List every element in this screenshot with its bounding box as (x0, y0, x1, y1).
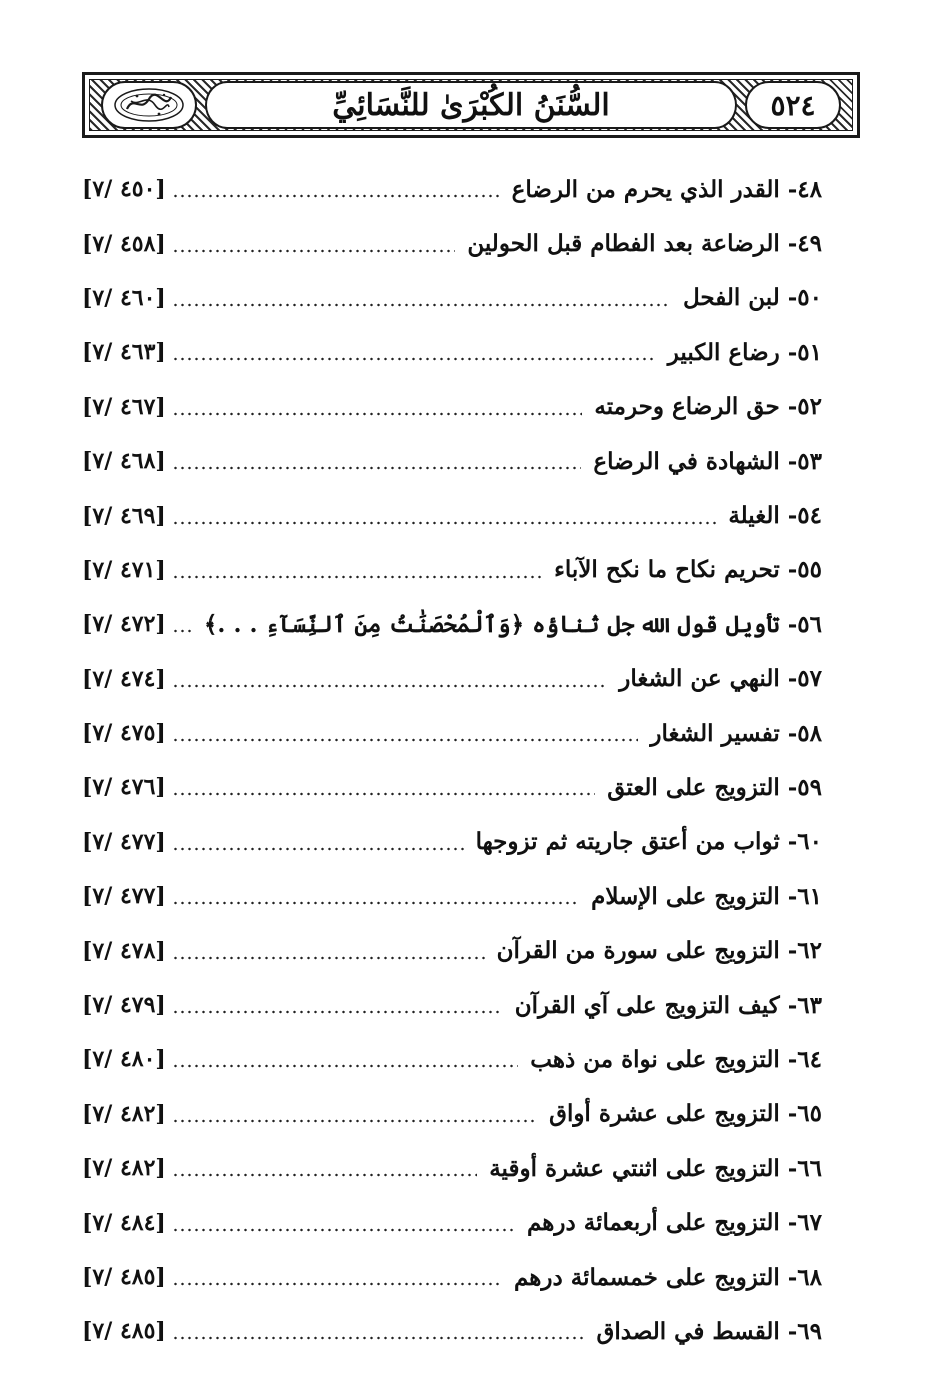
dot-leader (172, 1282, 502, 1286)
entry-title: التزويج على نواة من ذهب (530, 1045, 780, 1073)
entry-volume-page-ref: [٤٦٨ /٧] (82, 448, 166, 475)
dot-leader (172, 738, 639, 742)
dot-leader (172, 1173, 477, 1177)
toc-entry (82, 815, 822, 869)
toc-entry (82, 162, 822, 216)
entry-number: ٥٥- (787, 556, 822, 584)
entry-volume-page-ref: [٤٦٩ /٧] (82, 502, 166, 529)
dot-leader (172, 521, 717, 525)
entry-number: ٥٠- (787, 284, 822, 312)
entry-title: رضاع الكبير (667, 338, 780, 366)
toc-entry (82, 271, 822, 325)
entry-volume-page-ref: [٤٧٢ /٧] (82, 611, 166, 638)
toc-entry (82, 488, 822, 542)
dot-leader (172, 901, 579, 905)
dot-leader (172, 1228, 515, 1232)
toc-entry (82, 1087, 822, 1141)
dot-leader (172, 847, 464, 851)
calligraphic-seal-icon (111, 85, 187, 125)
toc-entry (82, 706, 822, 760)
entry-number: ٦١- (787, 882, 822, 910)
entry-volume-page-ref: [٤٨٤ /٧] (82, 1209, 166, 1236)
entry-volume-page-ref: [٤٨٢ /٧] (82, 1155, 166, 1182)
running-title: السُّنَنُ الكُبْرَىٰ للنَّسَائِيِّ (332, 87, 610, 123)
dot-leader (172, 956, 485, 960)
page-header (82, 72, 860, 138)
entry-title: تحريم نكاح ما نكح الآباء (554, 556, 780, 584)
entry-title: التزويج على سورة من القرآن (496, 937, 780, 965)
entry-volume-page-ref: [٤٧٩ /٧] (82, 992, 166, 1019)
toc-entry (82, 1250, 822, 1304)
page-number-cartouche (745, 81, 841, 129)
entry-volume-page-ref: [٤٨٠ /٧] (82, 1046, 166, 1073)
entry-number: ٦٤- (787, 1045, 822, 1073)
entry-number: ٥٦- (787, 610, 822, 638)
dot-leader (172, 412, 583, 416)
dot-leader (172, 249, 456, 253)
entry-title: تأويل قول الله جل ثناؤه ﴿وَٱلْمُحْصَنَٰتُ مِنَ ٱلنِّسَآءِ . . .﴾ (203, 610, 780, 638)
entry-number: ٦٩- (787, 1317, 822, 1345)
entry-volume-page-ref: [٤٧٨ /٧] (82, 937, 166, 964)
toc-entry (82, 1032, 822, 1086)
entry-number: ٥٣- (787, 447, 822, 475)
entry-volume-page-ref: [٤٧٤ /٧] (82, 665, 166, 692)
entry-number: ٥٧- (787, 665, 822, 693)
entry-number: ٦٠- (787, 828, 822, 856)
dot-leader (172, 357, 656, 361)
entry-volume-page-ref: [٤٧١ /٧] (82, 556, 166, 583)
entry-volume-page-ref: [٤٦٧ /٧] (82, 393, 166, 420)
entry-volume-page-ref: [٤٦٣ /٧] (82, 339, 166, 366)
entry-title: ثواب من أعتق جاريته ثم تزوجها (475, 828, 780, 856)
toc-entry (82, 1304, 822, 1358)
entry-title: الشهادة في الرضاع (593, 447, 780, 475)
table-of-contents (82, 162, 822, 1359)
toc-entry (82, 216, 822, 270)
toc-entry (82, 325, 822, 379)
entry-volume-page-ref: [٤٨٢ /٧] (82, 1100, 166, 1127)
dot-leader (172, 684, 607, 688)
toc-entry (82, 1195, 822, 1249)
entry-title: لبن الفحل (682, 284, 780, 312)
entry-volume-page-ref: [٤٥٠ /٧] (82, 176, 166, 203)
entry-number: ٥٩- (787, 773, 822, 801)
toc-entry (82, 652, 822, 706)
entry-title: التزويج على خمسمائة درهم (513, 1263, 780, 1291)
entry-title: النهي عن الشغار (619, 665, 780, 693)
toc-entry (82, 380, 822, 434)
entry-title: تفسير الشغار (650, 719, 780, 747)
entry-number: ٥٤- (787, 502, 822, 530)
dot-leader (172, 1119, 537, 1123)
toc-entry (82, 597, 822, 651)
dot-leader (172, 1336, 585, 1340)
entry-volume-page-ref: [٤٦٠ /٧] (82, 284, 166, 311)
entry-title: حق الرضاع وحرمته (594, 393, 780, 421)
entry-volume-page-ref: [٤٧٥ /٧] (82, 720, 166, 747)
entry-number: ٥٨- (787, 719, 822, 747)
page-number: ٥٢٤ (770, 88, 816, 122)
entry-title: التزويج على اثنتي عشرة أوقية (489, 1154, 780, 1182)
entry-number: ٥١- (787, 338, 822, 366)
entry-volume-page-ref: [٤٨٥ /٧] (82, 1318, 166, 1345)
toc-entry (82, 434, 822, 488)
toc-entry (82, 978, 822, 1032)
dot-leader (172, 1064, 518, 1068)
toc-entry (82, 923, 822, 977)
entry-volume-page-ref: [٤٧٧ /٧] (82, 883, 166, 910)
toc-entry (82, 543, 822, 597)
entry-number: ٤٨- (787, 175, 822, 203)
entry-number: ٦٣- (787, 991, 822, 1019)
dot-leader (172, 792, 595, 796)
entry-title: القدر الذي يحرم من الرضاع (511, 175, 780, 203)
entry-title: كيف التزويج على آي القرآن (514, 991, 780, 1019)
dot-leader (172, 575, 542, 579)
entry-number: ٦٦- (787, 1154, 822, 1182)
dot-leader (172, 629, 192, 633)
entry-number: ٥٢- (787, 393, 822, 421)
entry-title: التزويج على أربعمائة درهم (527, 1209, 780, 1237)
entry-volume-page-ref: [٤٧٦ /٧] (82, 774, 166, 801)
entry-title: الرضاعة بعد الفطام قبل الحولين (467, 230, 780, 258)
entry-title: التزويج على عشرة أواق (549, 1100, 780, 1128)
entry-title: القسط في الصداق (596, 1317, 780, 1345)
publisher-seal (101, 81, 197, 129)
toc-entry (82, 1141, 822, 1195)
entry-volume-page-ref: [٤٨٥ /٧] (82, 1264, 166, 1290)
entry-number: ٦٧- (787, 1209, 822, 1237)
entry-title: الغيلة (728, 502, 780, 530)
entry-number: ٦٨- (787, 1263, 822, 1291)
dot-leader (172, 194, 500, 198)
dot-leader (172, 466, 582, 470)
dot-leader (172, 1010, 503, 1014)
toc-entry (82, 869, 822, 923)
entry-number: ٦٥- (787, 1100, 822, 1128)
entry-number: ٦٢- (787, 937, 822, 965)
entry-number: ٤٩- (787, 230, 822, 258)
entry-volume-page-ref: [٤٧٧ /٧] (82, 828, 166, 855)
entry-title: التزويج على العتق (607, 773, 780, 801)
entry-title: التزويج على الإسلام (591, 882, 780, 910)
toc-entry (82, 760, 822, 814)
entry-volume-page-ref: [٤٥٨ /٧] (82, 230, 166, 257)
header-title-cartouche (205, 81, 737, 129)
dot-leader (172, 303, 671, 307)
